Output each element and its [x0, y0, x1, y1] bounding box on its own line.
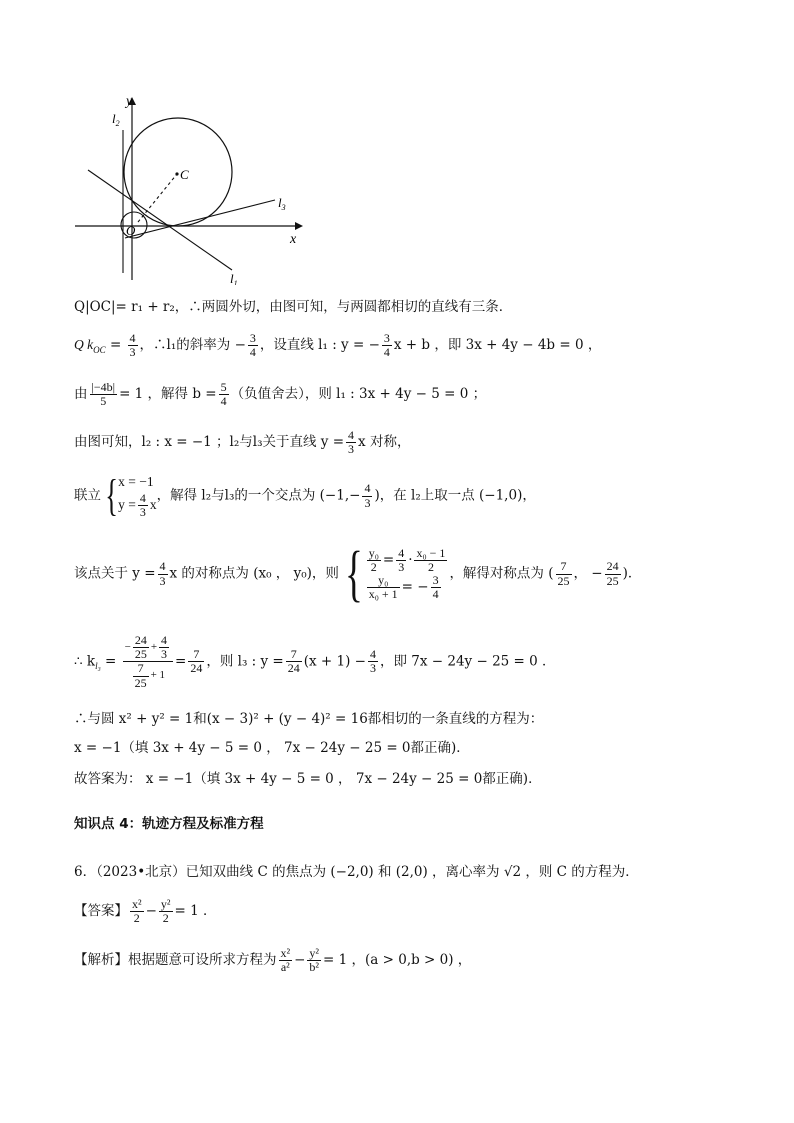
label-y: y: [126, 95, 133, 109]
analysis-line: 【解析】根据题意可设所求方程为 $\frac{\text{x²}}{\text{a²}}$ − $\frac{\text{y²}}{\text{b²}}$ = 1 ，(a > 0,b > 0) ，: [74, 946, 472, 975]
line-l3: [125, 200, 275, 238]
x-axis-arrow: [295, 222, 303, 230]
section-heading: 知识点 4：轨迹方程及标准方程: [74, 816, 264, 832]
answer-line: 【答案】 $\frac{\text{x²}}{2}$ − $\frac{\text{y²}}{2}$ = 1 ．: [74, 897, 217, 926]
line-l1: [88, 170, 232, 270]
text-line-6: 该点关于 y = $\frac{4}{3}$ x 的对称点为 (x₀ ， y₀)，则{ $\frac{\text{y₀}}{2}$ = $\frac{4}{3}$ · $\frac{\text{x₀ − 1}}{2}$ $\frac{\text{y₀}}{\text{x₀ + 1}}$ = − $\frac{3}{4}$ ，解得对称点为 ( $\frac{7}{25}$ ， − $\frac{24}{25}$ )．: [74, 540, 642, 608]
label-c: C: [180, 167, 189, 182]
text-line-10: 故答案为： x = −1（填 3x + 4y − 5 = 0 ， 7x − 24y − 25 = 0都正确)．: [74, 771, 542, 787]
circle-c: [124, 118, 232, 226]
text-line-2: Q $k_{OC}$ = $\frac{4}{3}$ ，∴l₁的斜率为 − $\frac{3}{4}$ ，设直线 l₁ : y = − $\frac{3}{4}$ x + b ，即 3x + 4y − 4b = 0 ，: [74, 331, 602, 360]
text-line-4: 由图可知，l₂ : x = −1 ；l₂与l₃关于直线 y = $\frac{4}{3}$ x 对称，: [74, 428, 411, 457]
text-line-7: ∴ $k_{l_3}$ = − $\frac{24}{25}$ + $\frac{4}{3}$ $\frac{7}{25}$ + 1 = $\frac{7}{24}$ ，则 l₃ : y = $\frac{7}{24}$ (x + 1) − $\frac{4}{3}$ ，即 7x − 24y − 25 = 0 ．: [74, 633, 556, 690]
tangent-lines-figure: [70, 95, 310, 285]
label-l3: $l_3$: [278, 195, 286, 212]
text-line-8: ∴与圆 x² + y² = 1和(x − 3)² + (y − 4)² = 16都相切的一条直线的方程为：: [74, 711, 544, 727]
center-c-point: [175, 172, 178, 175]
label-l2: $l_2$: [112, 111, 120, 128]
text-line-3: 由 $\frac{|-4b|}{5}$ = 1 ，解得 b = $\frac{5}{4}$ （负值舍去），则 l₁ : 3x + 4y − 5 = 0 ；: [74, 380, 487, 409]
label-o: O: [126, 223, 136, 238]
label-l1: $l_1$: [230, 271, 238, 285]
text-line-5: 联立{ x = −1 y = $\frac{4}{3}$ x ，解得 l₂与l₃的一个交点为 (−1,− $\frac{4}{3}$ )，在 l₂上取一点 (−1,0)，: [74, 471, 536, 521]
question-6: 6．（2023•北京）已知双曲线 C 的焦点为 (−2,0) 和 (2,0) ，离心率为 √2 ，则 C 的方程为．: [74, 864, 639, 880]
text-line-1: Q|OC|= r₁ + r₂，∴两圆外切，由图可知，与两圆都相切的直线有三条．: [74, 299, 513, 315]
segment-oc: [138, 174, 177, 222]
text-line-9: x = −1（填 3x + 4y − 5 = 0 ， 7x − 24y − 25 = 0都正确)．: [74, 740, 470, 756]
label-x: x: [290, 232, 297, 247]
